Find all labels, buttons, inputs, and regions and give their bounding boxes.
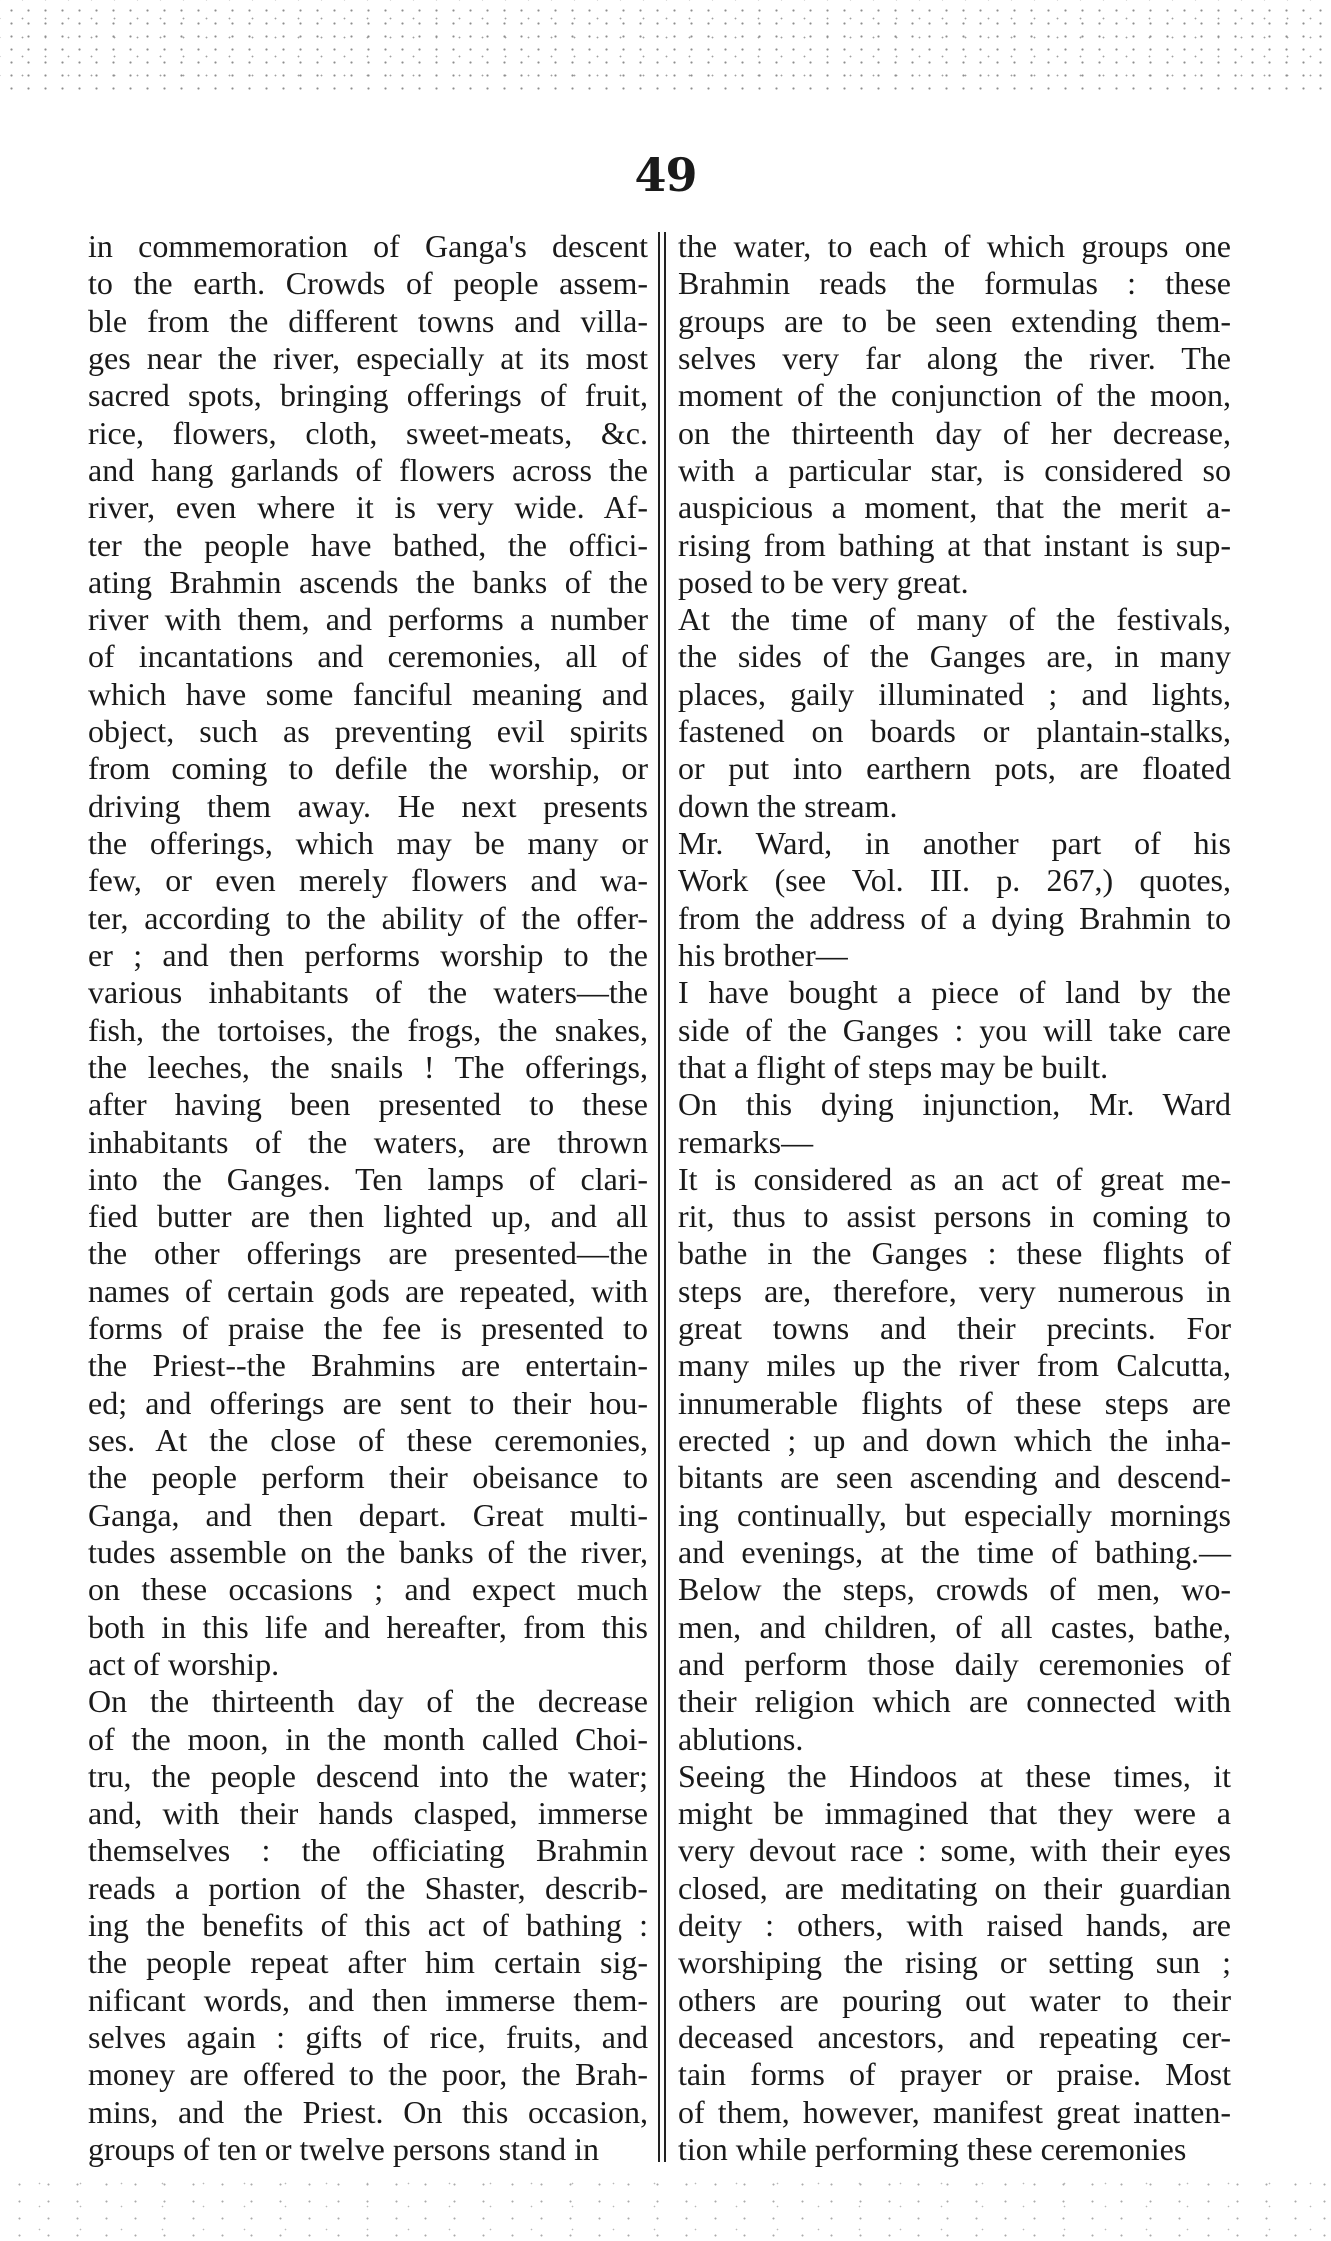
text-line: fied butter are then lighted up, and all bbox=[88, 1198, 648, 1235]
text-line: tudes assemble on the banks of the river, bbox=[88, 1533, 648, 1570]
text-line: groups of ten or twelve persons stand in bbox=[88, 2130, 600, 2167]
text-line: On the thirteenth day of the decrease bbox=[88, 1683, 648, 1720]
text-line: from coming to defile the worship, or bbox=[88, 750, 648, 787]
text-line: posed to be very great. bbox=[678, 563, 969, 600]
text-line: forms of praise the fee is presented to bbox=[88, 1310, 648, 1347]
text-line: his brother— bbox=[678, 936, 848, 973]
text-line: deity : others, with raised hands, are bbox=[678, 1907, 1231, 1944]
text-line: auspicious a moment, that the merit a- bbox=[678, 489, 1231, 526]
text-line: act of worship. bbox=[88, 1645, 280, 1682]
text-line: with a particular star, is considered so bbox=[678, 451, 1231, 488]
text-line: ter the people have bathed, the offici- bbox=[88, 526, 648, 563]
text-line: It is considered as an act of great me- bbox=[678, 1160, 1231, 1197]
text-line: various inhabitants of the waters—the bbox=[88, 974, 648, 1011]
column-rule-left bbox=[658, 232, 660, 2162]
text-line: ter, according to the ability of the offer- bbox=[88, 899, 648, 936]
text-line: ble from the different towns and villa- bbox=[88, 302, 648, 339]
text-line: reads a portion of the Shaster, describ- bbox=[88, 1869, 648, 1906]
text-line: on these occasions ; and expect much bbox=[88, 1571, 648, 1608]
text-line: the water, to each of which groups one bbox=[678, 228, 1231, 264]
text-line: remarks— bbox=[678, 1123, 814, 1160]
text-line: in commemoration of Ganga's descent bbox=[88, 228, 648, 264]
text-line: ed; and offerings are sent to their hou- bbox=[88, 1384, 648, 1421]
right-column bbox=[678, 230, 1231, 2165]
text-line: I have bought a piece of land by the bbox=[678, 974, 1231, 1011]
text-line: bitants are seen ascending and descend- bbox=[678, 1459, 1231, 1496]
text-line: tain forms of prayer or praise. Most bbox=[678, 2056, 1231, 2093]
text-line: ses. At the close of these ceremonies, bbox=[88, 1422, 648, 1458]
text-line: groups are to be seen extending them- bbox=[678, 302, 1231, 339]
text-line: the other offerings are presented—the bbox=[88, 1235, 648, 1272]
text-line: Ganga, and then depart. Great multi- bbox=[88, 1496, 648, 1533]
text-line: the people perform their obeisance to bbox=[88, 1459, 648, 1496]
text-line: object, such as preventing evil spirits bbox=[88, 713, 648, 750]
text-line: erected ; up and down which the inha- bbox=[678, 1422, 1231, 1458]
text-line: which have some fanciful meaning and bbox=[88, 675, 648, 712]
text-line: and hang garlands of flowers across the bbox=[88, 451, 648, 488]
text-line: selves again : gifts of rice, fruits, and bbox=[88, 2019, 648, 2055]
text-line: the Priest--the Brahmins are entertain- bbox=[88, 1347, 648, 1384]
column-rule-right bbox=[664, 232, 666, 2162]
text-line: themselves : the officiating Brahmin bbox=[88, 1832, 648, 1869]
text-line: deceased ancestors, and repeating cer- bbox=[678, 2019, 1231, 2055]
text-line: and, with their hands clasped, immerse bbox=[88, 1795, 648, 1832]
text-line: nificant words, and then immerse them- bbox=[88, 1981, 648, 2018]
text-line: the offerings, which may be many or bbox=[88, 825, 648, 861]
text-line: Below the steps, crowds of men, wo- bbox=[678, 1571, 1231, 1608]
text-line: places, gaily illuminated ; and lights, bbox=[678, 675, 1231, 712]
text-line: the leeches, the snails ! The offerings, bbox=[88, 1048, 648, 1085]
text-line: of them, however, manifest great inatten- bbox=[678, 2093, 1231, 2130]
text-line: or put into earthern pots, are floated bbox=[678, 750, 1231, 787]
text-line: bathe in the Ganges : these flights of bbox=[678, 1235, 1231, 1272]
text-line: worshiping the rising or setting sun ; bbox=[678, 1944, 1231, 1981]
text-line: rit, thus to assist persons in coming to bbox=[678, 1198, 1231, 1235]
text-line: river, even where it is very wide. Af- bbox=[88, 489, 648, 526]
text-line: fish, the tortoises, the frogs, the snakes, bbox=[88, 1011, 648, 1048]
text-line: moment of the conjunction of the moon, bbox=[678, 377, 1231, 414]
text-line: money are offered to the poor, the Brah- bbox=[88, 2056, 648, 2093]
text-line: others are pouring out water to their bbox=[678, 1981, 1231, 2018]
text-line: At the time of many of the festivals, bbox=[678, 601, 1231, 638]
text-line: selves very far along the river. The bbox=[678, 339, 1231, 376]
text-line: and perform those daily ceremonies of bbox=[678, 1645, 1231, 1682]
text-line: of the moon, in the month called Choi- bbox=[88, 1720, 648, 1757]
text-line: inhabitants of the waters, are thrown bbox=[88, 1123, 648, 1160]
text-line: and evenings, at the time of bathing.— bbox=[678, 1533, 1231, 1570]
text-line: names of certain gods are repeated, with bbox=[88, 1272, 648, 1309]
text-line: fastened on boards or plantain-stalks, bbox=[678, 713, 1231, 750]
text-line: ing the benefits of this act of bathing : bbox=[88, 1907, 648, 1944]
text-line: of incantations and ceremonies, all of bbox=[88, 638, 648, 675]
text-line: their religion which are connected with bbox=[678, 1683, 1231, 1720]
text-line: down the stream. bbox=[678, 787, 898, 824]
text-line: er ; and then performs worship to the bbox=[88, 936, 648, 973]
text-line: On this dying injunction, Mr. Ward bbox=[678, 1086, 1231, 1123]
text-line: after having been presented to these bbox=[88, 1086, 648, 1123]
text-line: river with them, and performs a number bbox=[88, 601, 648, 638]
text-line: driving them away. He next presents bbox=[88, 787, 648, 824]
text-line: tion while performing these ceremonies bbox=[678, 2130, 1187, 2167]
text-line: tru, the people descend into the water; bbox=[88, 1757, 648, 1794]
text-line: that a flight of steps may be built. bbox=[678, 1048, 1109, 1085]
text-line: rice, flowers, cloth, sweet-meats, &c. bbox=[88, 414, 648, 451]
print-speckle-bottom bbox=[0, 2170, 1331, 2241]
text-line: from the address of a dying Brahmin to bbox=[678, 899, 1231, 936]
text-line: rising from bathing at that instant is sup- bbox=[678, 526, 1231, 563]
text-line: few, or even merely flowers and wa- bbox=[88, 862, 648, 899]
text-line: Work (see Vol. III. p. 267,) quotes, bbox=[678, 862, 1231, 899]
print-speckle-top bbox=[0, 0, 1331, 90]
text-line: might be immagined that they were a bbox=[678, 1795, 1231, 1832]
text-line: to the earth. Crowds of people assem- bbox=[88, 265, 648, 302]
text-line: ing continually, but especially mornings bbox=[678, 1496, 1231, 1533]
text-line: Seeing the Hindoos at these times, it bbox=[678, 1757, 1231, 1794]
text-line: side of the Ganges : you will take care bbox=[678, 1011, 1231, 1048]
text-line: steps are, therefore, very numerous in bbox=[678, 1272, 1231, 1309]
text-line: very devout race : some, with their eyes bbox=[678, 1832, 1231, 1869]
text-line: on the thirteenth day of her decrease, bbox=[678, 414, 1231, 451]
left-column bbox=[88, 230, 648, 2165]
text-line: sacred spots, bringing offerings of fruit, bbox=[88, 377, 648, 414]
text-line: the sides of the Ganges are, in many bbox=[678, 638, 1231, 675]
text-line: ablutions. bbox=[678, 1720, 804, 1757]
text-line: innumerable flights of these steps are bbox=[678, 1384, 1231, 1421]
text-line: closed, are meditating on their guardian bbox=[678, 1869, 1231, 1906]
text-line: men, and children, of all castes, bathe, bbox=[678, 1608, 1231, 1645]
text-line: both in this life and hereafter, from this bbox=[88, 1608, 648, 1645]
page-number: 49 bbox=[634, 148, 697, 202]
text-line: mins, and the Priest. On this occasion, bbox=[88, 2093, 648, 2130]
text-line: the people repeat after him certain sig- bbox=[88, 1944, 648, 1981]
text-line: Brahmin reads the formulas : these bbox=[678, 265, 1231, 302]
text-line: many miles up the river from Calcutta, bbox=[678, 1347, 1231, 1384]
text-line: Mr. Ward, in another part of his bbox=[678, 825, 1231, 861]
text-line: ges near the river, especially at its most bbox=[88, 339, 648, 376]
text-line: ating Brahmin ascends the banks of the bbox=[88, 563, 648, 600]
text-line: great towns and their precints. For bbox=[678, 1310, 1231, 1347]
text-line: into the Ganges. Ten lamps of clari- bbox=[88, 1160, 648, 1197]
